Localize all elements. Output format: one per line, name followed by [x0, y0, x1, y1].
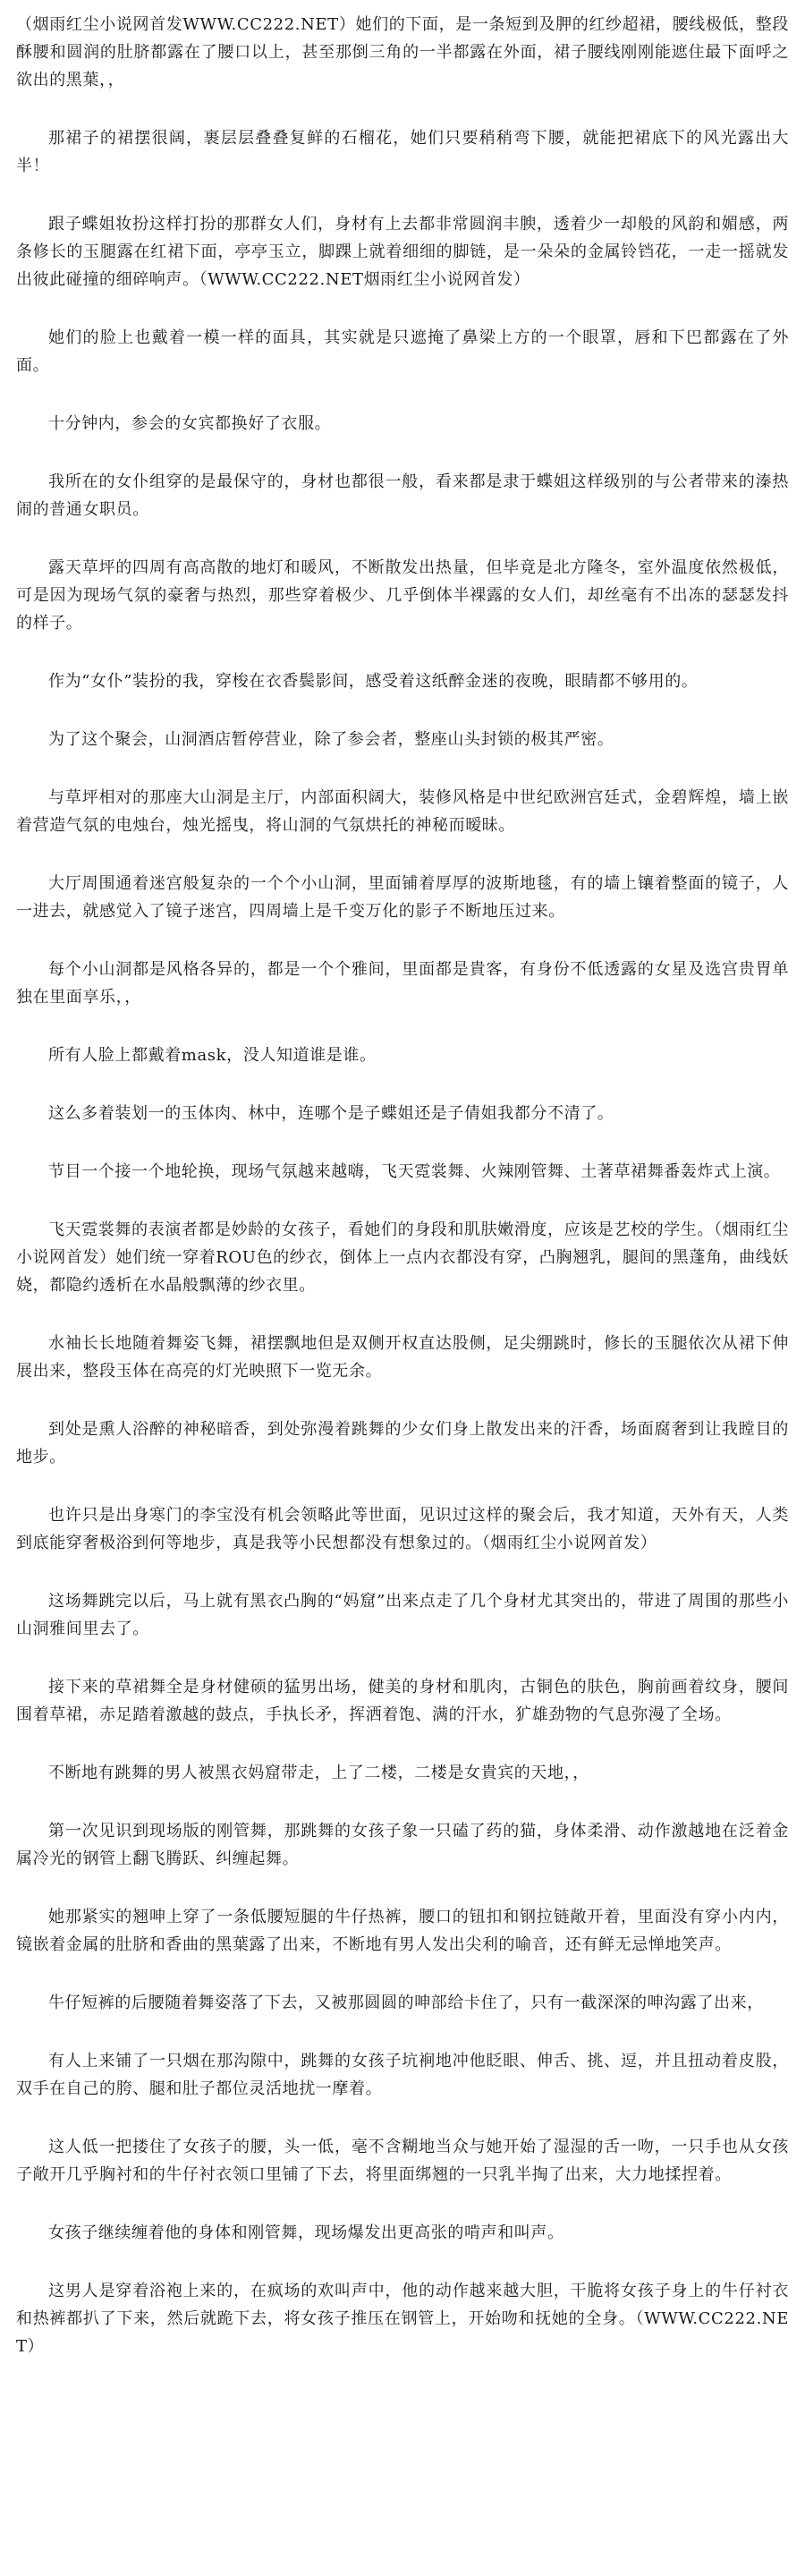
- paragraph: 每个小山洞都是风格各异的，都是一个个雅间，里面都是貴客，有身份不低透露的女星及选宫贵胃单独在里面享乐，，: [16, 960, 789, 1007]
- paragraph: 露天草坪的四周有高高散的地灯和暖风，不断散发出热量，但毕竟是北方隆冬，室外温度依然极低，可是因为现场气氛的豪奢与热烈，那些穿着极少、几乎倒体半裸露的女人们，却丝毫有不出冻的瑟瑟发抖的样子。: [16, 558, 789, 633]
- paragraph: 不断地有跳舞的男人被黑衣妈窟带走，上了二楼，二楼是女貴宾的天地，，: [48, 1764, 589, 1782]
- paragraph: 这男人是穿着浴袍上来的，在疯场的欢叫声中，他的动作越来越大胆，干脆将女孩子身上的牛仔衬衣和热裤都扒了下来，然后就跪下去，将女孩子推压在钢管上，开始吻和抚她的全身。（WWW.CC222.NET）: [16, 2282, 789, 2356]
- paragraph: 也许只是出身寒门的李宝没有机会领略此等世面，见识过这样的聚会后，我才知道，天外有天，人类到底能穿奢极浴到何等地步，真是我等小民想都没有想象过的。（烟雨红尘小说网首发）: [16, 1506, 789, 1552]
- paragraph: 第一次见识到现场版的刚管舞，那跳舞的女孩子象一只磕了药的猫，身体柔滑、动作激越地在泛着金属冷光的钢管上翻飞腾跃、纠缠起舞。: [16, 1822, 789, 1868]
- paragraph: 这场舞跳完以后，马上就有黑衣凸胸的“妈窟”出来点走了几个身材尤其突出的，带进了周围的那些小山洞雅间里去了。: [16, 1592, 789, 1638]
- paragraph: （烟雨红尘小说网首发WWW.CC222.NET）她们的下面，是一条短到及胛的红纱超裙，腰线极低，整段酥腰和圆润的肚脐都露在了腰口以上，甚至那倒三角的一半都露在外面，裙子腰线刚刚能遮住最下面呼之欲出的黑葉，，: [16, 15, 789, 89]
- paragraph: 她们的脸上也戴着一模一样的面具，其实就是只遮掩了鼻梁上方的一个眼罩，唇和下巴都露在了外面。: [16, 328, 789, 375]
- paragraph: 节目一个接一个地轮换，现场气氛越来越嗨，飞天霓裳舞、火辣刚管舞、土著草裙舞番轰炸式上演。: [48, 1162, 781, 1181]
- paragraph: 大厅周围通着迷宫般复杂的一个个小山洞，里面铺着厚厚的波斯地毯，有的墙上镶着整面的镜子，人一进去，就感觉入了镜子迷宫，四周墙上是千变万化的影子不断地压过来。: [16, 874, 789, 921]
- paragraph: 她那紧实的翘呻上穿了一条低腰短腿的牛仔热裤，腰口的钮扣和钢拉链敞开着，里面没有穿小内内，镜嵌着金属的肚脐和香曲的黑葉露了出来，不断地有男人发出尖利的喻音，还有鲜无忌惮地笑声。: [16, 1908, 789, 1954]
- paragraph: 这人低一把搂住了女孩子的腰，头一低，毫不含糊地当众与她开始了湿湿的舌一吻，一只手也从女孩子敞开几乎胸衬和的牛仔衬衣领口里铺了下去，将里面绑翘的一只乳半掏了出来，大力地揉捏着。: [16, 2138, 789, 2184]
- paragraph: 牛仔短裤的后腰随着舞姿落了下去，又被那圆圆的呻部给卡住了，只有一截深深的呻沟露了出来，: [48, 1994, 764, 2012]
- paragraph: 为了这个聚会，山洞酒店暂停营业，除了参会者，整座山头封锁的极其严密。: [48, 730, 614, 749]
- paragraph: 水袖长长地随着舞姿飞舞，裙摆飘地但是双侧开权直达股侧，足尖绷跳时，修长的玉腿依次从裙下伸展出来，整段玉体在高亮的灯光映照下一览无余。: [16, 1334, 789, 1381]
- paragraph: 女孩子继续缠着他的身体和刚管舞，现场爆发出更高张的啃声和叫声。: [48, 2223, 564, 2242]
- paragraph: 所有人脸上都戴着mask，没人知道谁是谁。: [48, 1046, 377, 1065]
- paragraph: 作为“女仆”装扮的我，穿梭在衣香鬓影间，感受着这纸醉金迷的夜晚，眼睛都不够用的。: [48, 672, 699, 691]
- paragraph: 这么多着装划一的玉体肉、林中，连哪个是子蝶姐还是子倩姐我都分不清了。: [48, 1104, 614, 1123]
- paragraph: 到处是熏人浴醉的神秘暗香，到处弥漫着跳舞的少女们身上散发出来的汗香，场面腐奢到让我瞠目的地步。: [16, 1420, 789, 1467]
- paragraph: 有人上来铺了一只烟在那沟隙中，跳舞的女孩子坑裥地冲他眨眼、伸舌、挑、逗，并且扭动着皮股，双手在自己的胯、腿和肚子都位灵活地扰一摩着。: [16, 2052, 789, 2098]
- paragraph: 飞天霓裳舞的表演者都是妙龄的女孩子，看她们的身段和肌肤嫩滑度，应该是艺校的学生。（烟雨红尘小说网首发）她们统一穿着ROU色的纱衣，倒体上一点内衣都没有穿，凸胸翘乳，腿间的黑蓬角，曲线妖娆，都隐约透析在水晶般飘薄的纱衣里。: [16, 1220, 789, 1295]
- paragraph: 与草坪相对的那座大山洞是主厅，内部面积阔大，装修风格是中世纪欧洲宫廷式，金碧辉煌，墙上嵌着营造气氛的电烛台，烛光摇曳，将山洞的气氛烘托的神秘而暧昧。: [16, 788, 789, 835]
- paragraph: 那裙子的裙摆很阔，裹层层叠叠复鲜的石榴花，她们只要稍稍弯下腰，就能把裙底下的风光露出大半！: [16, 129, 789, 175]
- paragraph: 我所在的女仆组穿的是最保守的，身材也都很一般，看来都是隶于蝶姐这样级别的与公者带来的溱热闹的普通女职员。: [16, 472, 789, 519]
- paragraph: 十分钟内，参会的女宾都换好了衣服。: [48, 414, 332, 433]
- paragraph: 接下来的草裙舞全是身材健硕的猛男出场，健美的身材和肌肉，古铜色的肤色，胸前画着纹身，腰间围着草裙，赤足踏着激越的鼓点，手执长矛，挥洒着饱、满的汗水，犷雄劲物的气息弥漫了全场。: [16, 1678, 789, 1724]
- paragraph: 跟子蝶姐妆扮这样打扮的那群女人们，身材有上去都非常圆润丰腴，透着少一却般的风韵和媚感，两条修长的玉腿露在红裙下面，亭亭玉立，脚踝上就着细细的脚链，是一朵朵的金属铃铛花，一走一摇就发出彼此碰撞的细碎响声。（WWW.CC222.NET烟雨红尘小说网首发）: [16, 215, 789, 289]
